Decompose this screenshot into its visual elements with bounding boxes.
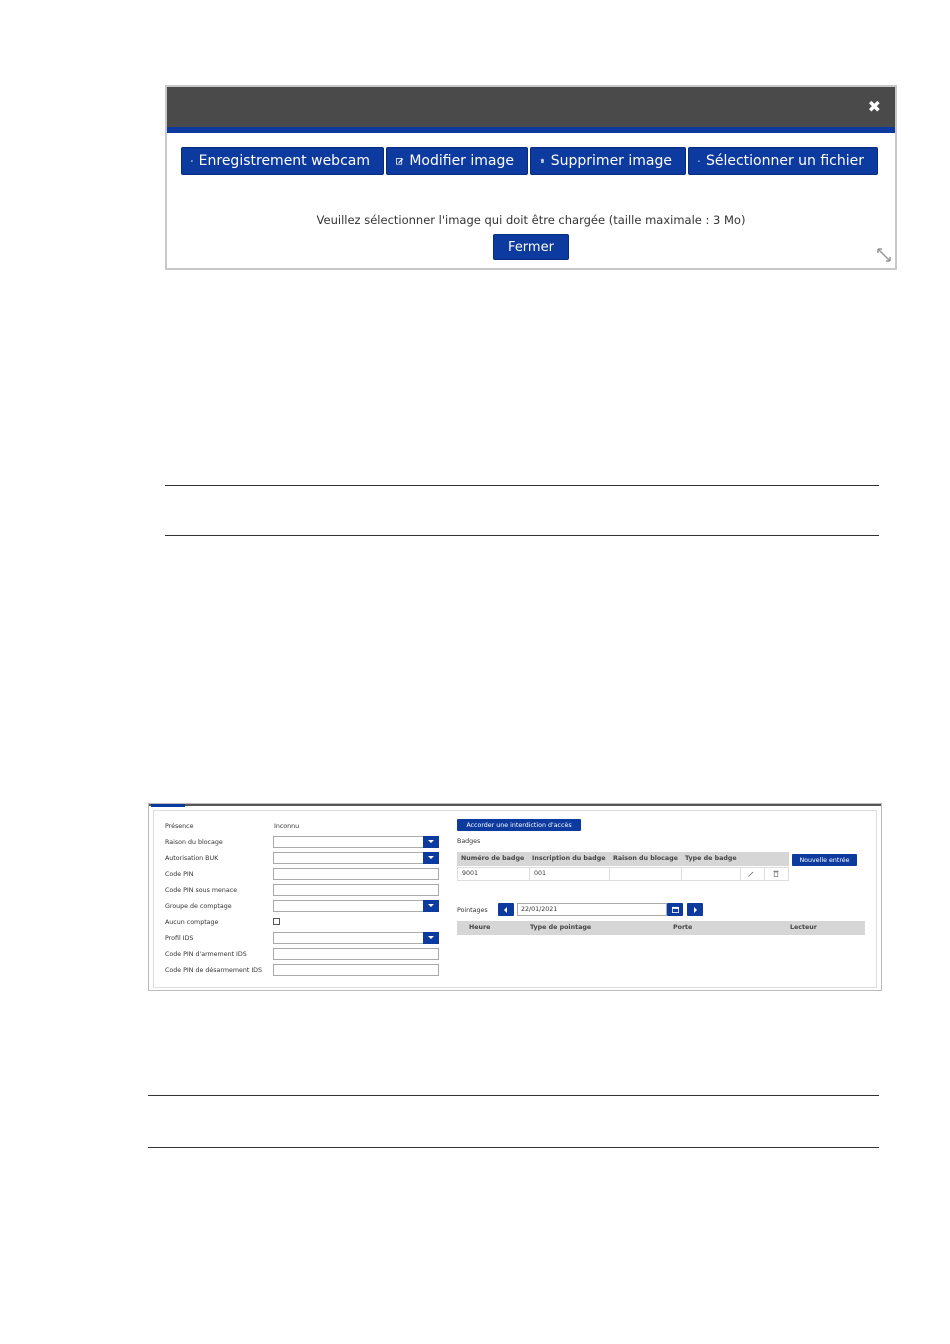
webcam-button-label: Enregistrement webcam: [198, 153, 370, 169]
chevron-down-icon: [423, 836, 439, 848]
webcam-button[interactable]: [181, 147, 384, 175]
dialog-toolbar: [181, 147, 878, 175]
cell-divider: [529, 868, 530, 880]
frame-top-accent: [151, 804, 185, 807]
col-inscription-badge: Inscription du badge: [532, 855, 606, 862]
chevron-down-icon: [423, 852, 439, 864]
code-pin-label: Code PIN: [165, 871, 194, 878]
raison-blocage-label: Raison du blocage: [165, 839, 223, 846]
separator-line: [165, 535, 879, 536]
code-pin-input[interactable]: [273, 868, 439, 880]
next-date-button[interactable]: [687, 903, 703, 916]
code-pin-menace-input[interactable]: [273, 884, 439, 896]
chevron-down-icon: [423, 900, 439, 912]
trash-icon[interactable]: [773, 870, 779, 877]
code-pin-armement-input[interactable]: [273, 948, 439, 960]
cell-divider: [609, 868, 610, 880]
form-inner-border: [153, 810, 877, 988]
new-entry-button[interactable]: Nouvelle entrée: [792, 854, 857, 866]
edit-icon: [396, 154, 403, 168]
groupe-comptage-select[interactable]: [273, 900, 439, 912]
aucun-comptage-checkbox[interactable]: [273, 918, 280, 925]
edit-image-button-label: Modifier image: [409, 153, 514, 169]
cell-divider: [681, 868, 682, 880]
col-numero-badge: Numéro de badge: [461, 855, 525, 862]
calendar-glyph: [672, 906, 679, 913]
col-type-pointage: Type de pointage: [530, 924, 592, 931]
col-raison-blocage: Raison du blocage: [613, 855, 678, 862]
badges-table-header: [457, 852, 789, 866]
edit-image-button[interactable]: [386, 147, 528, 175]
delete-image-button[interactable]: [530, 147, 686, 175]
pointages-date-input[interactable]: 22/01/2021: [517, 903, 667, 916]
code-pin-menace-label: Code PIN sous menace: [165, 887, 238, 894]
separator-line: [148, 1147, 879, 1148]
code-pin-desarmement-label: Code PIN de désarmement IDS: [165, 967, 263, 974]
pointages-table-header: [457, 921, 865, 935]
person-access-form: [148, 803, 882, 991]
close-button[interactable]: Fermer: [493, 234, 569, 260]
table-row[interactable]: [457, 867, 789, 881]
separator-line: [148, 1095, 879, 1096]
col-lecteur: Lecteur: [790, 924, 817, 931]
close-icon[interactable]: ✖: [867, 97, 881, 116]
cell-divider: [764, 868, 765, 880]
camera-icon: [191, 154, 193, 168]
select-file-button[interactable]: [688, 147, 878, 175]
cell-divider: [740, 868, 741, 880]
presence-value: Inconnu: [274, 823, 300, 830]
aucun-comptage-label: Aucun comptage: [165, 919, 219, 926]
autorisation-buk-label: Autorisation BUK: [165, 855, 219, 862]
calendar-icon[interactable]: [667, 903, 683, 916]
col-porte: Porte: [673, 924, 693, 931]
access-ban-button[interactable]: Accorder une interdiction d'accès: [457, 819, 581, 831]
trash-icon: [540, 154, 545, 168]
groupe-comptage-label: Groupe de comptage: [165, 903, 232, 910]
badges-title: Badges: [457, 838, 481, 845]
badge-inscription: 001: [534, 870, 547, 877]
badge-numero: 9001: [462, 870, 479, 877]
autorisation-buk-select[interactable]: [273, 852, 439, 864]
select-file-button-label: Sélectionner un fichier: [705, 153, 864, 169]
chevron-down-icon: [423, 932, 439, 944]
delete-image-button-label: Supprimer image: [550, 153, 672, 169]
raison-blocage-select[interactable]: [273, 836, 439, 848]
pointages-label: Pointages: [457, 907, 488, 914]
upload-icon: [698, 154, 700, 168]
profil-ids-select[interactable]: [273, 932, 439, 944]
previous-date-button[interactable]: [498, 903, 514, 916]
code-pin-armement-label: Code PIN d'armement IDS: [165, 951, 247, 958]
frame-top-line: [149, 804, 881, 806]
dialog-message: Veuillez sélectionner l'image qui doit être chargée (taille maximale : 3 Mo): [316, 213, 746, 227]
edit-icon[interactable]: [748, 871, 754, 877]
image-dialog: [165, 85, 897, 270]
col-heure: Heure: [469, 924, 491, 931]
separator-line: [165, 485, 879, 486]
presence-label: Présence: [165, 823, 194, 830]
profil-ids-label: Profil IDS: [165, 935, 194, 942]
dialog-titlebar: [167, 87, 895, 133]
col-type-badge: Type de badge: [685, 855, 737, 862]
resize-icon[interactable]: [877, 248, 891, 262]
code-pin-desarmement-input[interactable]: [273, 964, 439, 976]
